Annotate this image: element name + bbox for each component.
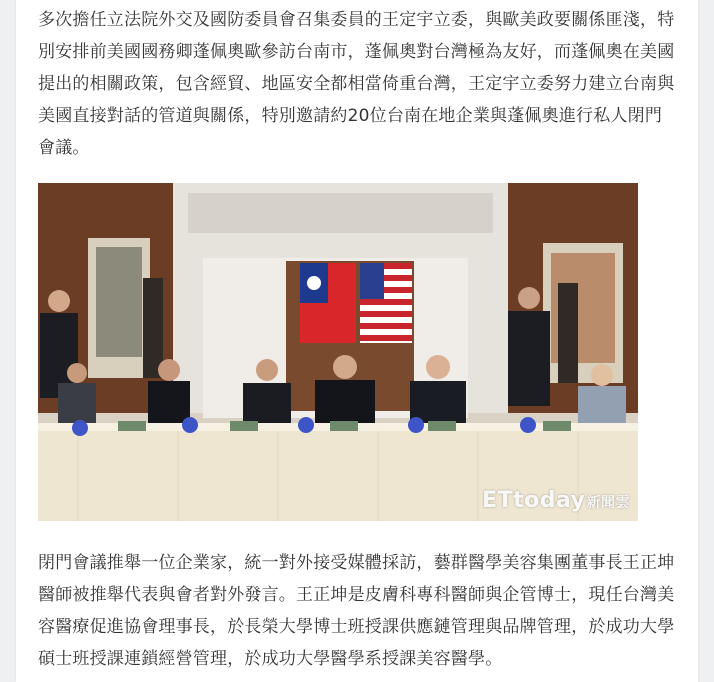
watermark-cn: 新聞雲 xyxy=(586,495,630,511)
article-paragraph-2: 閉門會議推舉一位企業家，統一對外接受媒體採訪，藝群醫學美容集團董事長王正坤醫師被推舉代表與會者對外發言。王正坤是皮膚科專科醫師與企管博士，現任台灣美容醫療促進協會理事長，於長榮大學博士班授課供應鏈管理與品牌管理，於成功大學碩士班授課連鎖經營管理，於成功大學醫學系授課美容醫學。 xyxy=(38,553,675,669)
article-photo xyxy=(38,183,638,521)
article-paragraph-1: 多次擔任立法院外交及國防委員會召集委員的王定宇立委，與歐美政要關係匪淺，特別安排前美國國務卿蓬佩奧歐參訪台南市，蓬佩奧對台灣極為友好，而蓬佩奧在美國提出的相關政策，包含經貿、地區安全都相當倚重台灣，王定宇立委努力建立台南與美國直接對話的管道與關係，特別邀請約20位台南在地企業與蓬佩奧進行私人閉門會議。 xyxy=(38,10,675,158)
meeting-photo-illustration xyxy=(38,183,638,521)
ettoday-watermark xyxy=(482,488,630,513)
article-card xyxy=(16,0,698,682)
watermark-brand: ETtoday xyxy=(482,488,586,513)
